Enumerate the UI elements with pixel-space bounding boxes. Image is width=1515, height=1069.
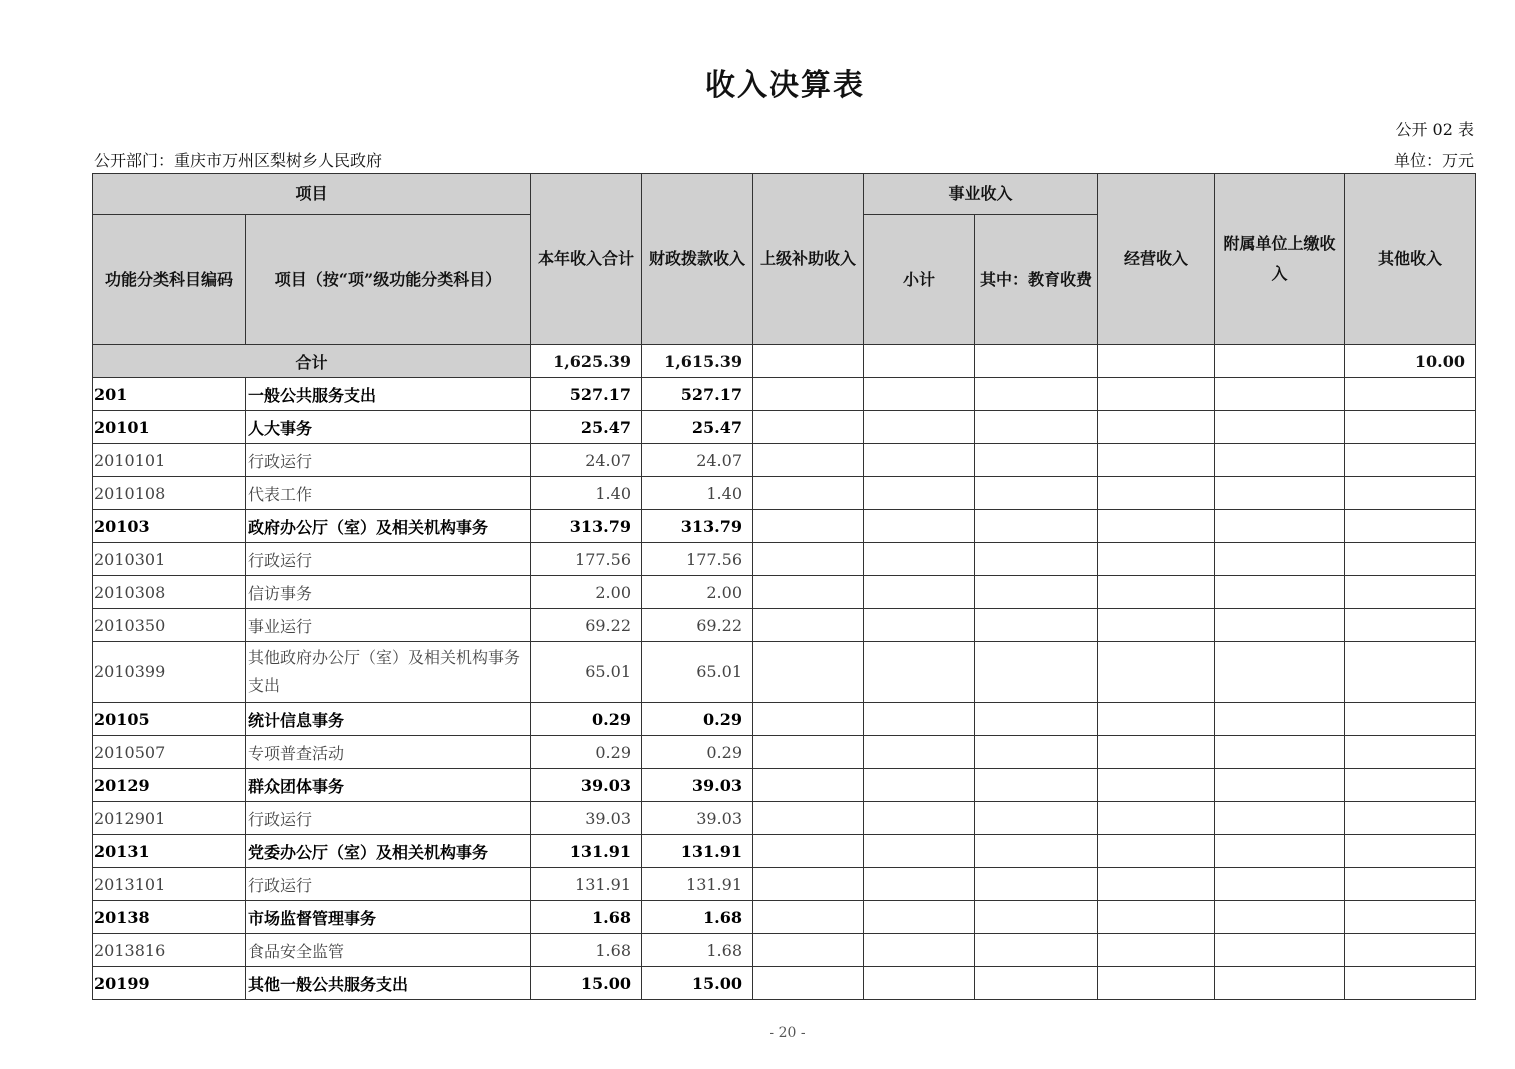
education-cell [975,543,1098,576]
superior-cell [753,642,864,703]
fiscal-cell: 313.79 [642,510,753,543]
subtotal-cell [864,543,975,576]
superior-cell [753,967,864,1000]
name-cell: 事业运行 [246,609,531,642]
education-cell [975,835,1098,868]
fiscal-cell: 25.47 [642,411,753,444]
other-cell [1345,642,1476,703]
other-cell [1345,510,1476,543]
superior-cell [753,703,864,736]
income-table [92,173,1476,1000]
affiliated-cell [1215,736,1345,769]
superior-cell [753,835,864,868]
education-cell [975,736,1098,769]
affiliated-cell [1215,901,1345,934]
operating-cell [1098,769,1215,802]
name-cell: 行政运行 [246,802,531,835]
total-income-cell: 0.29 [531,736,642,769]
table-row [93,477,1476,510]
code-cell: 2010507 [93,736,246,769]
total-income-cell: 69.22 [531,609,642,642]
operating-cell [1098,477,1215,510]
total-superior-cell [753,345,864,378]
superior-cell [753,901,864,934]
table-row [93,703,1476,736]
affiliated-cell [1215,510,1345,543]
fiscal-cell: 527.17 [642,378,753,411]
operating-cell [1098,642,1215,703]
subtotal-cell [864,444,975,477]
total-label: 合计 [93,345,531,378]
table-row [93,802,1476,835]
other-cell [1345,967,1476,1000]
code-cell: 2010308 [93,576,246,609]
total-income-cell: 1.40 [531,477,642,510]
other-cell [1345,868,1476,901]
operating-cell [1098,609,1215,642]
subtotal-cell [864,378,975,411]
subtotal-cell [864,609,975,642]
code-cell: 2010399 [93,642,246,703]
operating-cell [1098,802,1215,835]
table-row [93,609,1476,642]
code-cell: 2010101 [93,444,246,477]
operating-cell [1098,901,1215,934]
operating-cell [1098,868,1215,901]
fiscal-cell: 131.91 [642,868,753,901]
affiliated-cell [1215,609,1345,642]
name-cell: 代表工作 [246,477,531,510]
subtotal-cell [864,835,975,868]
total-income-cell: 25.47 [531,411,642,444]
name-cell: 其他政府办公厅（室）及相关机构事务支出 [246,642,531,703]
affiliated-cell [1215,642,1345,703]
name-cell: 专项普查活动 [246,736,531,769]
total-row [93,345,1476,378]
subtotal-cell [864,967,975,1000]
subtotal-cell [864,510,975,543]
operating-cell [1098,378,1215,411]
other-cell [1345,477,1476,510]
subtotal-cell [864,642,975,703]
education-cell [975,868,1098,901]
total-income-cell: 39.03 [531,802,642,835]
table-row [93,411,1476,444]
table-row [93,736,1476,769]
superior-cell [753,934,864,967]
table-row [93,967,1476,1000]
total-income-cell: 39.03 [531,769,642,802]
code-cell: 20105 [93,703,246,736]
fiscal-cell: 69.22 [642,609,753,642]
table-row [93,835,1476,868]
affiliated-cell [1215,868,1345,901]
total-fiscal-cell: 1,615.39 [642,345,753,378]
code-cell: 201 [93,378,246,411]
subtotal-cell [864,934,975,967]
total-operating-cell [1098,345,1215,378]
code-cell: 2012901 [93,802,246,835]
other-cell [1345,736,1476,769]
total-income-cell: 1.68 [531,901,642,934]
affiliated-cell [1215,444,1345,477]
other-cell [1345,378,1476,411]
superior-cell [753,736,864,769]
total-income-cell: 1.68 [531,934,642,967]
superior-cell [753,543,864,576]
affiliated-cell [1215,802,1345,835]
operating-cell [1098,576,1215,609]
other-cell [1345,934,1476,967]
header-education: 其中：教育收费 [975,215,1098,345]
education-cell [975,901,1098,934]
name-cell: 一般公共服务支出 [246,378,531,411]
page-number: - 20 - [769,1025,806,1041]
fiscal-cell: 2.00 [642,576,753,609]
header-superior: 上级补助收入 [753,174,864,345]
affiliated-cell [1215,543,1345,576]
department-label: 公开部门：重庆市万州区梨树乡人民政府 [94,151,383,170]
form-number: 公开 02 表 [1395,120,1474,139]
code-cell: 20138 [93,901,246,934]
name-cell: 统计信息事务 [246,703,531,736]
fiscal-cell: 65.01 [642,642,753,703]
superior-cell [753,576,864,609]
affiliated-cell [1215,967,1345,1000]
name-cell: 食品安全监管 [246,934,531,967]
operating-cell [1098,736,1215,769]
operating-cell [1098,835,1215,868]
subtotal-cell [864,703,975,736]
superior-cell [753,477,864,510]
code-cell: 2010350 [93,609,246,642]
superior-cell [753,510,864,543]
code-cell: 2010301 [93,543,246,576]
education-cell [975,967,1098,1000]
code-cell: 2013101 [93,868,246,901]
total-income-cell: 177.56 [531,543,642,576]
education-cell [975,934,1098,967]
superior-cell [753,769,864,802]
table-row [93,510,1476,543]
name-cell: 其他一般公共服务支出 [246,967,531,1000]
affiliated-cell [1215,378,1345,411]
other-cell [1345,703,1476,736]
operating-cell [1098,543,1215,576]
name-cell: 信访事务 [246,576,531,609]
name-cell: 行政运行 [246,444,531,477]
total-education-cell [975,345,1098,378]
affiliated-cell [1215,769,1345,802]
operating-cell [1098,444,1215,477]
superior-cell [753,444,864,477]
header-project: 项目 [93,174,531,215]
operating-cell [1098,510,1215,543]
fiscal-cell: 24.07 [642,444,753,477]
table-row [93,576,1476,609]
superior-cell [753,868,864,901]
fiscal-cell: 177.56 [642,543,753,576]
table-row [93,378,1476,411]
page-title: 收入决算表 [705,68,865,103]
subtotal-cell [864,411,975,444]
affiliated-cell [1215,411,1345,444]
other-cell [1345,835,1476,868]
other-cell [1345,444,1476,477]
table-row [93,901,1476,934]
name-cell: 行政运行 [246,543,531,576]
affiliated-cell [1215,835,1345,868]
header-business: 事业收入 [864,174,1098,215]
education-cell [975,576,1098,609]
subtotal-cell [864,802,975,835]
total-affiliated-cell [1215,345,1345,378]
education-cell [975,444,1098,477]
table-row [93,934,1476,967]
name-cell: 群众团体事务 [246,769,531,802]
total-income-cell: 2.00 [531,576,642,609]
fiscal-cell: 131.91 [642,835,753,868]
other-cell [1345,769,1476,802]
other-cell [1345,802,1476,835]
education-cell [975,802,1098,835]
name-cell: 人大事务 [246,411,531,444]
fiscal-cell: 1.68 [642,934,753,967]
education-cell [975,769,1098,802]
total-income-cell: 131.91 [531,835,642,868]
subtotal-cell [864,769,975,802]
education-cell [975,609,1098,642]
code-cell: 20101 [93,411,246,444]
table-row [93,543,1476,576]
subtotal-cell [864,736,975,769]
education-cell [975,477,1098,510]
table-row [93,868,1476,901]
fiscal-cell: 39.03 [642,769,753,802]
other-cell [1345,609,1476,642]
header-affiliated: 附属单位上缴收入 [1215,174,1345,345]
total-income-cell: 313.79 [531,510,642,543]
code-cell: 20131 [93,835,246,868]
superior-cell [753,609,864,642]
header-fiscal: 财政拨款收入 [642,174,753,345]
total-subtotal-cell [864,345,975,378]
header-code: 功能分类科目编码 [93,215,246,345]
name-cell: 党委办公厅（室）及相关机构事务 [246,835,531,868]
header-operating: 经营收入 [1098,174,1215,345]
name-cell: 政府办公厅（室）及相关机构事务 [246,510,531,543]
other-cell [1345,576,1476,609]
operating-cell [1098,967,1215,1000]
table-row [93,642,1476,703]
education-cell [975,642,1098,703]
fiscal-cell: 15.00 [642,967,753,1000]
subtotal-cell [864,901,975,934]
affiliated-cell [1215,477,1345,510]
code-cell: 20129 [93,769,246,802]
education-cell [975,703,1098,736]
total-income-cell: 0.29 [531,703,642,736]
code-cell: 2010108 [93,477,246,510]
total-income-cell: 131.91 [531,868,642,901]
superior-cell [753,802,864,835]
affiliated-cell [1215,703,1345,736]
header-name: 项目（按“项”级功能分类科目） [246,215,531,345]
header-total-income: 本年收入合计 [531,174,642,345]
fiscal-cell: 0.29 [642,736,753,769]
superior-cell [753,378,864,411]
header-other: 其他收入 [1345,174,1476,345]
subtotal-cell [864,477,975,510]
other-cell [1345,901,1476,934]
code-cell: 20199 [93,967,246,1000]
fiscal-cell: 0.29 [642,703,753,736]
code-cell: 20103 [93,510,246,543]
education-cell [975,378,1098,411]
table-row [93,769,1476,802]
name-cell: 市场监督管理事务 [246,901,531,934]
total-income-cell: 15.00 [531,967,642,1000]
affiliated-cell [1215,934,1345,967]
fiscal-cell: 1.40 [642,477,753,510]
other-cell [1345,411,1476,444]
total-income-cell: 24.07 [531,444,642,477]
affiliated-cell [1215,576,1345,609]
education-cell [975,411,1098,444]
total-income-cell: 65.01 [531,642,642,703]
operating-cell [1098,934,1215,967]
name-cell: 行政运行 [246,868,531,901]
total-income-cell: 527.17 [531,378,642,411]
education-cell [975,510,1098,543]
total-income-cell: 1,625.39 [531,345,642,378]
operating-cell [1098,411,1215,444]
unit-label: 单位：万元 [1393,151,1474,170]
code-cell: 2013816 [93,934,246,967]
subtotal-cell [864,576,975,609]
header-subtotal: 小计 [864,215,975,345]
table-row [93,444,1476,477]
superior-cell [753,411,864,444]
fiscal-cell: 1.68 [642,901,753,934]
operating-cell [1098,703,1215,736]
total-other-cell: 10.00 [1345,345,1476,378]
subtotal-cell [864,868,975,901]
other-cell [1345,543,1476,576]
fiscal-cell: 39.03 [642,802,753,835]
